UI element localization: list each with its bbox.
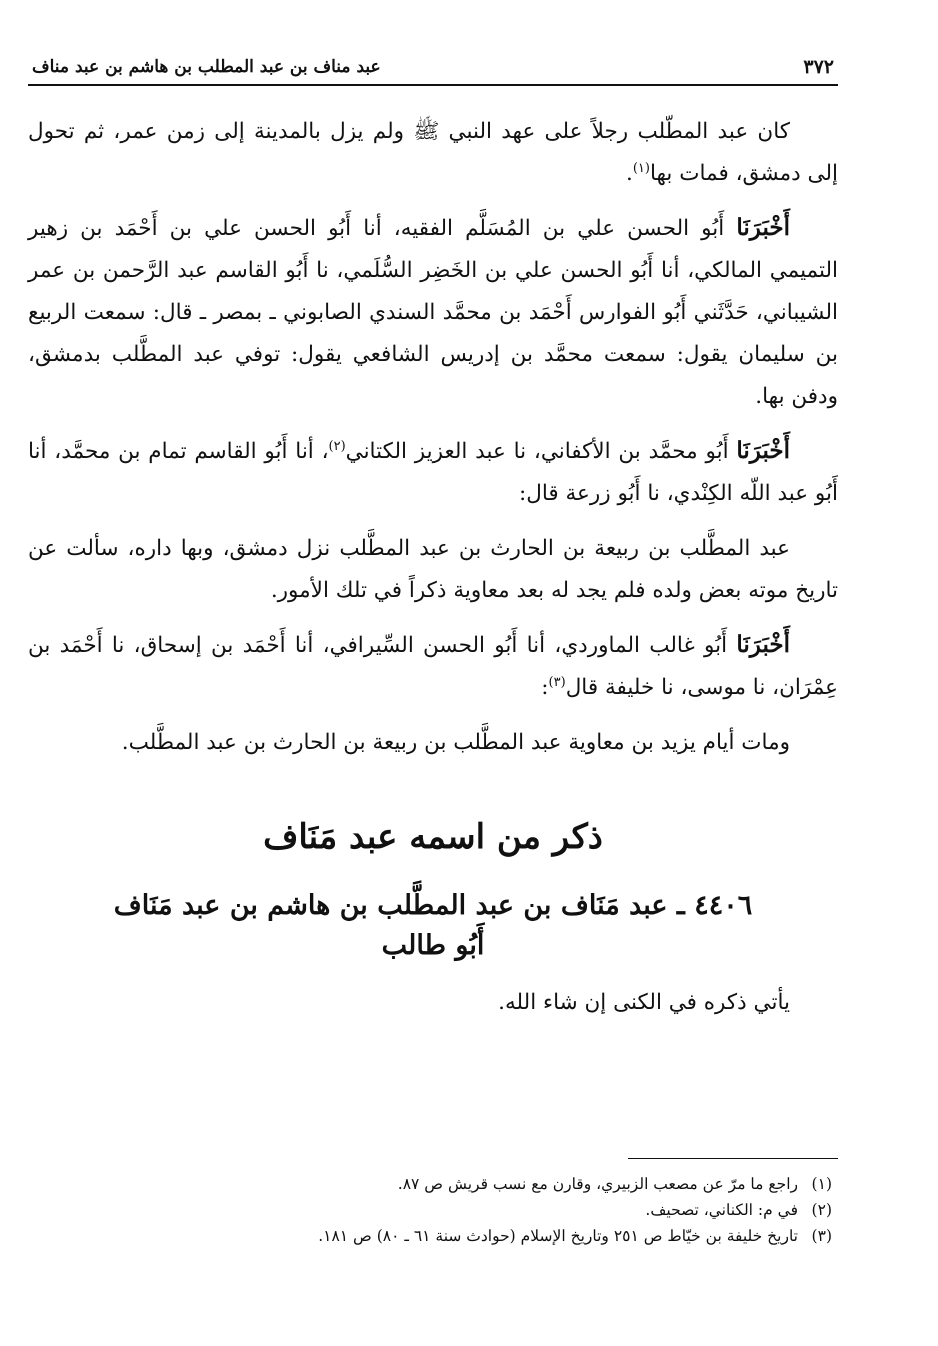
footnote-text: تاريخ خليفة بن خيّاط ص ٢٥١ وتاريخ الإسلام (حوادث سنة ٦١ ـ ٨٠) ص ١٨١. bbox=[318, 1227, 798, 1245]
footnote-text: راجع ما مرّ عن مصعب الزبيري، وقارن مع نسب قريش ص ٨٧. bbox=[397, 1175, 798, 1193]
footnote-ref[interactable]: (٣) bbox=[548, 674, 566, 690]
section-title: ذكر من اسمه عبد مَنَاف bbox=[263, 817, 603, 857]
paragraph-text: أَبُو محمَّد بن الأكفاني، نا عبد العزيز الكتاني bbox=[345, 439, 729, 464]
footnote-text: في م: الكناني، تصحيف. bbox=[645, 1201, 798, 1219]
paragraph-text: ومات أيام يزيد بن معاوية عبد المطَّلب بن ربيعة بن الحارث بن عبد المطَّلب. bbox=[121, 730, 790, 755]
footnote bbox=[28, 1171, 838, 1197]
running-header bbox=[28, 48, 838, 86]
footnote-number: (٢) bbox=[811, 1201, 832, 1219]
paragraph-text: كان عبد المطّلب رجلاً على عهد النبي ﷺ ولم يزل بالمدينة إلى زمن عمر، ثم تحول إلى دمشق، فمات بها bbox=[28, 119, 838, 186]
footnote-rule bbox=[628, 1158, 838, 1159]
footnote-ref[interactable]: (١) bbox=[632, 160, 650, 176]
entry-note: يأتي ذكره في الكنى إن شاء الله. bbox=[498, 990, 790, 1015]
footnote-number: (٣) bbox=[811, 1227, 832, 1245]
main-text bbox=[28, 110, 838, 1024]
entry-title-line2: أَبُو طالب bbox=[381, 930, 485, 961]
running-title: عبد مناف بن عبد المطلب بن هاشم بن عبد مناف bbox=[32, 57, 381, 77]
paragraph-text: أَبُو غالب الماوردي، أنا أَبُو الحسن السِّيرافي، أنا أَحْمَد بن إسحاق، نا أَحْمَد بن عِمْرَان، نا موسى، نا خليفة قال bbox=[28, 633, 838, 700]
footnote-ref[interactable]: (٢) bbox=[328, 438, 346, 454]
paragraph-tail: ، أنا أَبُو القاسم تمام بن محمَّد، أنا أَبُو عبد اللّه الكِنْدي، نا أَبُو زرعة قال: bbox=[28, 439, 838, 506]
paragraph bbox=[28, 430, 838, 515]
footnote-number: (١) bbox=[811, 1175, 832, 1193]
page-number: ٣٧٢ bbox=[803, 56, 834, 78]
paragraph-lead: أَخْبَرَنَا bbox=[736, 214, 790, 241]
entry-title-line1: ٤٤٠٦ ـ عبد مَنَاف بن عبد المطَّلب بن هاشم بن عبد مَنَاف bbox=[113, 890, 753, 921]
entry-title bbox=[28, 886, 838, 966]
paragraph bbox=[28, 721, 838, 764]
paragraph bbox=[28, 110, 838, 195]
paragraph-tail: . bbox=[625, 161, 633, 186]
paragraph bbox=[28, 527, 838, 612]
paragraph-lead: أَخْبَرَنَا bbox=[736, 437, 790, 464]
paragraph bbox=[28, 207, 838, 418]
footnote bbox=[28, 1223, 838, 1249]
paragraph-lead: أَخْبَرَنَا bbox=[736, 631, 790, 658]
footnotes bbox=[28, 1158, 838, 1249]
paragraph bbox=[28, 624, 838, 709]
footnote bbox=[28, 1197, 838, 1223]
paragraph-text: عبد المطَّلب بن ربيعة بن الحارث بن عبد المطَّلب نزل دمشق، وبها داره، سألت عن تاريخ موته بعض ولده فلم يجد له بعد معاوية ذكراً في تلك الأمور. bbox=[28, 536, 838, 603]
book-page bbox=[28, 48, 838, 1308]
paragraph-text: أَبُو الحسن علي بن المُسَلَّم الفقيه، أنا أَبُو الحسن علي بن أَحْمَد بن زهير التميمي المالكي، أنا أَبُو الحسن علي بن الخَضِر السُّلَمي، نا أَبُو القاسم عبد الرَّحمن بن عمر الشيباني، حَدَّثَني أَبُو الفوارس أَحْمَد بن محمَّد السندي الصابوني ـ بمصر ـ قال: سمعت الربيع بن سليمان يقول: سمعت محمَّد بن إدريس الشافعي يقول: توفي عبد المطَّلب بدمشق، ودفن بها. bbox=[28, 216, 838, 409]
paragraph-tail: : bbox=[541, 675, 549, 700]
